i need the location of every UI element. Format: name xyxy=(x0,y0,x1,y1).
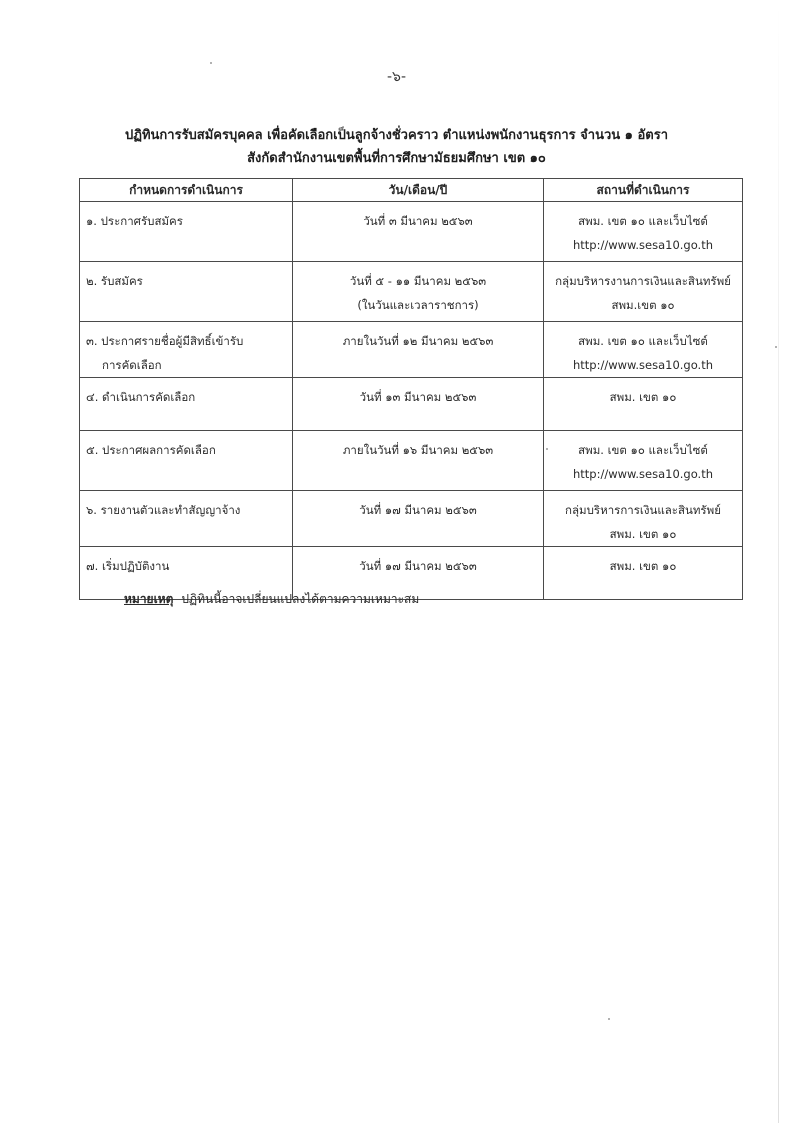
table-row xyxy=(80,378,743,431)
location-text: สพม.เขต ๑๐ xyxy=(611,298,675,312)
table-row xyxy=(80,262,743,322)
scan-edge xyxy=(778,0,779,1123)
step-text: ๕. ประกาศผลการคัดเลือก xyxy=(86,443,216,457)
step-cell xyxy=(80,202,293,262)
date-text: วันที่ ๓ มีนาคม ๒๕๖๓ xyxy=(363,214,473,228)
date-note: (ในวันและเวลาราชการ) xyxy=(357,298,479,312)
step-text-cont: การคัดเลือก xyxy=(102,358,162,372)
date-cell xyxy=(293,202,544,262)
date-cell xyxy=(293,491,544,547)
step-cell xyxy=(80,262,293,322)
location-cell xyxy=(544,262,743,322)
table-row xyxy=(80,322,743,378)
table-row xyxy=(80,431,743,491)
document-subtitle: สังกัดสำนักงานเขตพื้นที่การศึกษามัธยมศึกษา เขต ๑๐ xyxy=(247,151,546,166)
location-text: กลุ่มบริหารการเงินและสินทรัพย์ xyxy=(565,503,721,517)
date-cell xyxy=(293,322,544,378)
date-text: วันที่ ๑๓ มีนาคม ๒๕๖๓ xyxy=(359,390,477,404)
location-text: สพม. เขต ๑๐ xyxy=(609,390,677,404)
step-text: ๖. รายงานตัวและทำสัญญาจ้าง xyxy=(86,503,241,517)
date-cell xyxy=(293,431,544,491)
step-text: ๑. ประกาศรับสมัคร xyxy=(86,214,183,228)
footnote-text: ปฏิทินนี้อาจเปลี่ยนแปลงได้ตามความเหมาะสม xyxy=(181,592,420,606)
location-text: สพม. เขต ๑๐ xyxy=(609,527,677,541)
step-cell xyxy=(80,491,293,547)
schedule-table xyxy=(79,178,743,600)
table-header-row xyxy=(80,179,743,202)
header-location: สถานที่ดำเนินการ xyxy=(544,179,743,202)
date-text: ภายในวันที่ ๑๖ มีนาคม ๒๕๖๓ xyxy=(342,443,494,457)
footnote-label: หมายเหตุ xyxy=(124,592,174,606)
location-url: http://www.sesa10.go.th xyxy=(572,358,714,372)
step-text: ๒. รับสมัคร xyxy=(86,274,143,288)
location-text: สพม. เขต ๑๐ xyxy=(609,559,677,573)
location-cell xyxy=(544,547,743,600)
location-cell xyxy=(544,378,743,431)
scan-speck xyxy=(210,62,212,64)
location-cell xyxy=(544,431,743,491)
location-text: สพม. เขต ๑๐ และเว็บไซต์ xyxy=(578,214,708,228)
scan-speck xyxy=(608,1018,610,1020)
step-text: ๓. ประกาศรายชื่อผู้มีสิทธิ์เข้ารับ xyxy=(86,334,244,348)
date-text: วันที่ ๕ - ๑๑ มีนาคม ๒๕๖๓ xyxy=(349,274,487,288)
header-step: กำหนดการดำเนินการ xyxy=(80,179,293,202)
table-row xyxy=(80,202,743,262)
date-cell xyxy=(293,378,544,431)
page-number: -๖- xyxy=(387,69,406,85)
date-text: ภายในวันที่ ๑๒ มีนาคม ๒๕๖๓ xyxy=(342,334,494,348)
location-url: http://www.sesa10.go.th xyxy=(572,467,714,481)
location-cell xyxy=(544,491,743,547)
scan-speck xyxy=(546,448,548,450)
location-text: สพม. เขต ๑๐ และเว็บไซต์ xyxy=(578,334,708,348)
step-cell xyxy=(80,322,293,378)
date-text: วันที่ ๑๗ มีนาคม ๒๕๖๓ xyxy=(359,559,477,573)
scan-speck xyxy=(775,346,777,348)
step-cell xyxy=(80,378,293,431)
footnote xyxy=(124,590,419,609)
step-text: ๔. ดำเนินการคัดเลือก xyxy=(86,390,196,404)
location-text: กลุ่มบริหารงานการเงินและสินทรัพย์ xyxy=(555,274,731,288)
location-url: http://www.sesa10.go.th xyxy=(572,238,714,252)
header-date: วัน/เดือน/ปี xyxy=(293,179,544,202)
step-cell xyxy=(80,431,293,491)
location-text: สพม. เขต ๑๐ และเว็บไซต์ xyxy=(578,443,708,457)
document-title: ปฏิทินการรับสมัครบุคคล เพื่อคัดเลือกเป็นลูกจ้างชั่วคราว ตำแหน่งพนักงานธุรการ จำนวน ๑ อัตรา xyxy=(124,128,668,143)
step-text: ๗. เริ่มปฏิบัติงาน xyxy=(86,559,170,573)
date-cell xyxy=(293,262,544,322)
location-cell xyxy=(544,322,743,378)
location-cell xyxy=(544,202,743,262)
table-row xyxy=(80,491,743,547)
date-text: วันที่ ๑๗ มีนาคม ๒๕๖๓ xyxy=(359,503,477,517)
